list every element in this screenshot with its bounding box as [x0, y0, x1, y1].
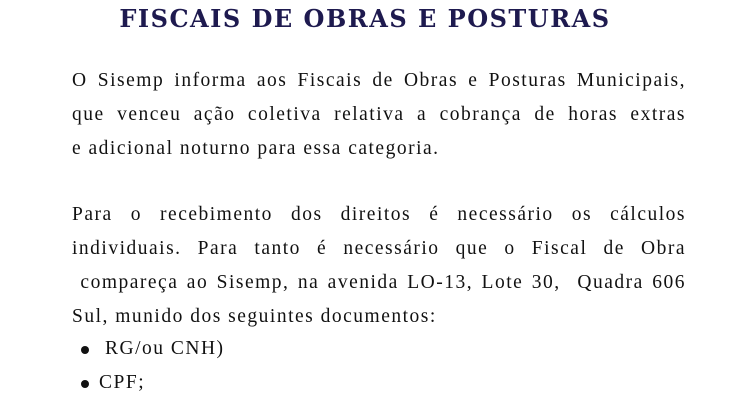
bullet-icon: [81, 380, 89, 388]
paragraph-line: individuais. Para tanto é necessário que o Fiscal de Obra: [72, 238, 686, 259]
bullet-icon: [81, 346, 89, 354]
paragraph-line: O Sisemp informa aos Fiscais de Obras e Posturas Municipais,: [72, 70, 686, 91]
list-item: [72, 366, 686, 400]
required-documents-list: [72, 332, 686, 400]
list-item-text: RG/ou CNH): [105, 338, 225, 359]
list-item-text: CPF;: [99, 372, 146, 393]
paragraph-line: Sul, munido dos seguintes documentos:: [72, 306, 437, 327]
paragraph-line: Para o recebimento dos direitos é necessário os cálculos: [72, 204, 686, 225]
document-title: FISCAIS DE OBRAS E POSTURAS: [119, 4, 611, 33]
notice-paragraph: [72, 64, 686, 166]
paragraph-line: e adicional noturno para essa categoria.: [72, 138, 440, 159]
paragraph-line: compareça ao Sisemp, na avenida LO-13, Lote 30, Quadra 606: [72, 272, 686, 293]
paragraph-line: que venceu ação coletiva relativa a cobrança de horas extras: [72, 104, 686, 125]
instructions-paragraph: [72, 198, 686, 334]
list-item: [72, 332, 686, 366]
